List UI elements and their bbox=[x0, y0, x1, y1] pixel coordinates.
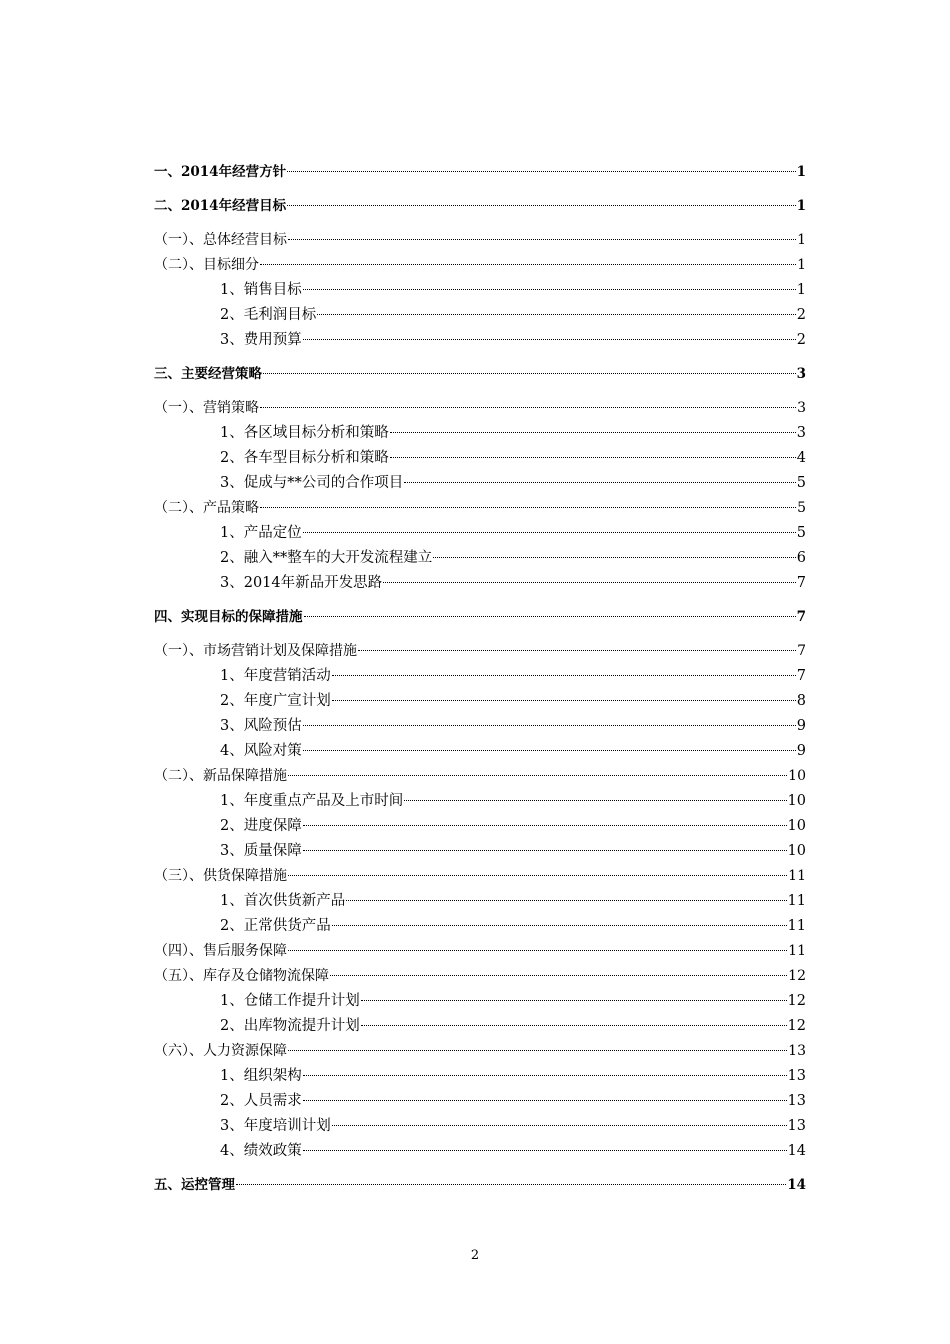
toc-entry-page: 6 bbox=[796, 550, 806, 566]
toc-entry-title: （五）、库存及仓储物流保障 bbox=[154, 968, 329, 984]
toc-entry-page: 3 bbox=[796, 366, 806, 382]
toc-entry-title: 一、2014年经营方针 bbox=[154, 164, 287, 180]
toc-entry-title: 二、2014年经营目标 bbox=[154, 198, 287, 214]
toc-entry-title: 五、运控管理 bbox=[154, 1177, 235, 1193]
toc-dot-leader bbox=[390, 457, 796, 458]
toc-entry-page: 3 bbox=[797, 400, 806, 416]
toc-dot-leader bbox=[260, 507, 796, 508]
toc-dot-leader bbox=[303, 750, 796, 751]
toc-dot-leader bbox=[260, 407, 796, 408]
toc-entry[interactable] bbox=[154, 496, 806, 521]
toc-entry-page: 7 bbox=[796, 609, 806, 625]
toc-entry[interactable] bbox=[154, 789, 806, 814]
toc-dot-leader bbox=[330, 975, 787, 976]
toc-dot-leader bbox=[263, 373, 796, 374]
toc-entry-page: 2 bbox=[796, 307, 806, 323]
toc-entry[interactable] bbox=[154, 964, 806, 989]
toc-entry-page: 14 bbox=[787, 1143, 806, 1159]
toc-entry-title: 3、促成与**公司的合作项目 bbox=[220, 475, 404, 491]
toc-entry-page: 11 bbox=[788, 868, 806, 884]
toc-entry-title: （四）、售后服务保障 bbox=[154, 943, 287, 959]
toc-entry-title: 1、组织架构 bbox=[220, 1068, 302, 1084]
toc-dot-leader bbox=[236, 1184, 786, 1185]
toc-entry-title: 1、仓储工作提升计划 bbox=[220, 993, 360, 1009]
toc-entry-page: 7 bbox=[796, 668, 806, 684]
toc-dot-leader bbox=[361, 1000, 787, 1001]
toc-entry-page: 3 bbox=[796, 425, 806, 441]
toc-dot-leader bbox=[303, 1075, 787, 1076]
toc-dot-leader bbox=[332, 700, 796, 701]
toc-entry-title: 1、产品定位 bbox=[220, 525, 302, 541]
toc-dot-leader bbox=[332, 675, 796, 676]
toc-entry[interactable] bbox=[154, 914, 806, 939]
toc-entry-page: 4 bbox=[796, 450, 806, 466]
toc-entry[interactable] bbox=[154, 1014, 806, 1039]
toc-dot-leader bbox=[361, 1025, 787, 1026]
toc-entry-title: （一）、营销策略 bbox=[154, 400, 259, 416]
toc-entry[interactable] bbox=[154, 228, 806, 253]
toc-dot-leader bbox=[332, 1125, 787, 1126]
toc-entry-page: 12 bbox=[787, 993, 806, 1009]
toc-dot-leader bbox=[303, 339, 796, 340]
toc-entry[interactable] bbox=[154, 1114, 806, 1139]
toc-entry[interactable] bbox=[154, 1039, 806, 1064]
toc-entry-page: 11 bbox=[787, 918, 806, 934]
toc-dot-leader bbox=[404, 482, 796, 483]
toc-entry-page: 2 bbox=[796, 332, 806, 348]
toc-dot-leader bbox=[288, 775, 787, 776]
toc-dot-leader bbox=[303, 1150, 787, 1151]
toc-entry[interactable] bbox=[154, 571, 806, 596]
toc-entry-title: 4、风险对策 bbox=[220, 743, 302, 759]
toc-entry-page: 5 bbox=[796, 475, 806, 491]
toc-entry[interactable] bbox=[154, 1089, 806, 1114]
toc-entry-page: 1 bbox=[796, 164, 806, 180]
toc-entry[interactable] bbox=[154, 521, 806, 546]
toc-entry-title: 1、首次供货新产品 bbox=[220, 893, 346, 909]
toc-dot-leader bbox=[288, 1050, 787, 1051]
toc-entry[interactable] bbox=[154, 421, 806, 446]
toc-entry-page: 1 bbox=[796, 198, 806, 214]
toc-dot-leader bbox=[303, 289, 796, 290]
toc-entry-title: 2、各车型目标分析和策略 bbox=[220, 450, 389, 466]
toc-dot-leader bbox=[390, 432, 796, 433]
toc-entry-title: 3、费用预算 bbox=[220, 332, 302, 348]
toc-dot-leader bbox=[332, 925, 787, 926]
toc-entry-page: 9 bbox=[796, 743, 806, 759]
toc-entry-page: 1 bbox=[797, 257, 806, 273]
toc-entry[interactable] bbox=[154, 328, 806, 353]
toc-entry[interactable] bbox=[154, 446, 806, 471]
toc-dot-leader bbox=[288, 239, 796, 240]
toc-entry[interactable] bbox=[154, 889, 806, 914]
toc-entry[interactable] bbox=[154, 864, 806, 889]
toc-dot-leader bbox=[287, 171, 796, 172]
toc-entry-page: 10 bbox=[788, 768, 806, 784]
toc-dot-leader bbox=[288, 950, 787, 951]
toc-dot-leader bbox=[304, 616, 796, 617]
toc-entry[interactable] bbox=[154, 989, 806, 1014]
toc-dot-leader bbox=[383, 582, 796, 583]
toc-entry-page: 7 bbox=[796, 575, 806, 591]
toc-entry[interactable] bbox=[154, 1064, 806, 1089]
toc-entry-page: 5 bbox=[797, 500, 806, 516]
toc-entry-title: （六）、人力资源保障 bbox=[154, 1043, 287, 1059]
toc-entry-title: （一）、市场营销计划及保障措施 bbox=[154, 643, 357, 659]
toc-entry[interactable] bbox=[154, 1173, 806, 1198]
toc-entry-title: 2、人员需求 bbox=[220, 1093, 302, 1109]
toc-entry-title: 2、年度广宣计划 bbox=[220, 693, 331, 709]
toc-entry-page: 10 bbox=[787, 843, 806, 859]
toc-entry[interactable] bbox=[154, 194, 806, 219]
toc-entry-page: 13 bbox=[787, 1118, 806, 1134]
toc-entry[interactable] bbox=[154, 160, 806, 185]
toc-entry[interactable] bbox=[154, 739, 806, 764]
toc-entry-page: 11 bbox=[788, 943, 806, 959]
toc-entry[interactable] bbox=[154, 1139, 806, 1164]
toc-dot-leader bbox=[346, 900, 786, 901]
toc-entry-title: 4、绩效政策 bbox=[220, 1143, 302, 1159]
toc-entry-title: 2、融入**整车的大开发流程建立 bbox=[220, 550, 433, 566]
toc-entry[interactable] bbox=[154, 814, 806, 839]
toc-entry[interactable] bbox=[154, 471, 806, 496]
toc-entry-title: （二）、产品策略 bbox=[154, 500, 259, 516]
toc-dot-leader bbox=[303, 725, 796, 726]
toc-entry-title: 3、风险预估 bbox=[220, 718, 302, 734]
toc-entry-page: 8 bbox=[796, 693, 806, 709]
toc-entry-title: （一）、总体经营目标 bbox=[154, 232, 287, 248]
toc-entry-title: 1、各区域目标分析和策略 bbox=[220, 425, 389, 441]
toc-entry-page: 1 bbox=[796, 282, 806, 298]
toc-entry-title: 三、主要经营策略 bbox=[154, 366, 262, 382]
toc-entry-page: 9 bbox=[796, 718, 806, 734]
toc-entry-page: 1 bbox=[797, 232, 806, 248]
toc-entry-title: 1、销售目标 bbox=[220, 282, 302, 298]
toc-entry[interactable] bbox=[154, 689, 806, 714]
toc-entry[interactable] bbox=[154, 546, 806, 571]
toc-dot-leader bbox=[288, 875, 787, 876]
toc-entry-title: 3、质量保障 bbox=[220, 843, 302, 859]
toc-entry[interactable] bbox=[154, 664, 806, 689]
toc-entry-title: 1、年度重点产品及上市时间 bbox=[220, 793, 404, 809]
toc-entry[interactable] bbox=[154, 278, 806, 303]
toc-entry-page: 12 bbox=[787, 1018, 806, 1034]
toc-dot-leader bbox=[303, 1100, 787, 1101]
toc-dot-leader bbox=[260, 264, 796, 265]
toc-entry-title: 2、毛利润目标 bbox=[220, 307, 317, 323]
toc-entry-page: 13 bbox=[788, 1043, 806, 1059]
toc-entry-title: 2、正常供货产品 bbox=[220, 918, 331, 934]
toc-entry-title: 四、实现目标的保障措施 bbox=[154, 609, 303, 625]
toc-entry-page: 5 bbox=[796, 525, 806, 541]
toc-entry-title: 2、进度保障 bbox=[220, 818, 302, 834]
toc-dot-leader bbox=[303, 825, 787, 826]
toc-entry-title: （二）、新品保障措施 bbox=[154, 768, 287, 784]
toc-dot-leader bbox=[404, 800, 786, 801]
toc-entry[interactable] bbox=[154, 362, 806, 387]
toc-entry-page: 12 bbox=[788, 968, 806, 984]
toc-entry-title: 2、出库物流提升计划 bbox=[220, 1018, 360, 1034]
toc-entry-page: 7 bbox=[797, 643, 806, 659]
toc-entry[interactable] bbox=[154, 939, 806, 964]
page-number: 2 bbox=[470, 1248, 480, 1263]
toc-entry-title: （二）、目标细分 bbox=[154, 257, 259, 273]
toc-entry[interactable] bbox=[154, 714, 806, 739]
table-of-contents bbox=[154, 160, 806, 1198]
toc-entry-page: 13 bbox=[787, 1093, 806, 1109]
toc-entry-page: 10 bbox=[787, 793, 806, 809]
toc-entry[interactable] bbox=[154, 605, 806, 630]
toc-dot-leader bbox=[303, 532, 796, 533]
toc-entry[interactable] bbox=[154, 303, 806, 328]
toc-entry-title: 3、年度培训计划 bbox=[220, 1118, 331, 1134]
toc-entry-page: 13 bbox=[787, 1068, 806, 1084]
toc-entry-page: 10 bbox=[787, 818, 806, 834]
toc-entry-title: （三）、供货保障措施 bbox=[154, 868, 287, 884]
toc-entry-page: 11 bbox=[787, 893, 806, 909]
toc-entry[interactable] bbox=[154, 639, 806, 664]
toc-dot-leader bbox=[287, 205, 796, 206]
toc-dot-leader bbox=[303, 850, 787, 851]
toc-dot-leader bbox=[358, 650, 796, 651]
toc-entry[interactable] bbox=[154, 396, 806, 421]
toc-entry[interactable] bbox=[154, 253, 806, 278]
toc-dot-leader bbox=[433, 557, 796, 558]
toc-dot-leader bbox=[317, 314, 796, 315]
toc-entry[interactable] bbox=[154, 839, 806, 864]
toc-entry-title: 1、年度营销活动 bbox=[220, 668, 331, 684]
toc-entry-title: 3、2014年新品开发思路 bbox=[220, 575, 383, 591]
toc-entry-page: 14 bbox=[787, 1177, 806, 1193]
toc-entry[interactable] bbox=[154, 764, 806, 789]
